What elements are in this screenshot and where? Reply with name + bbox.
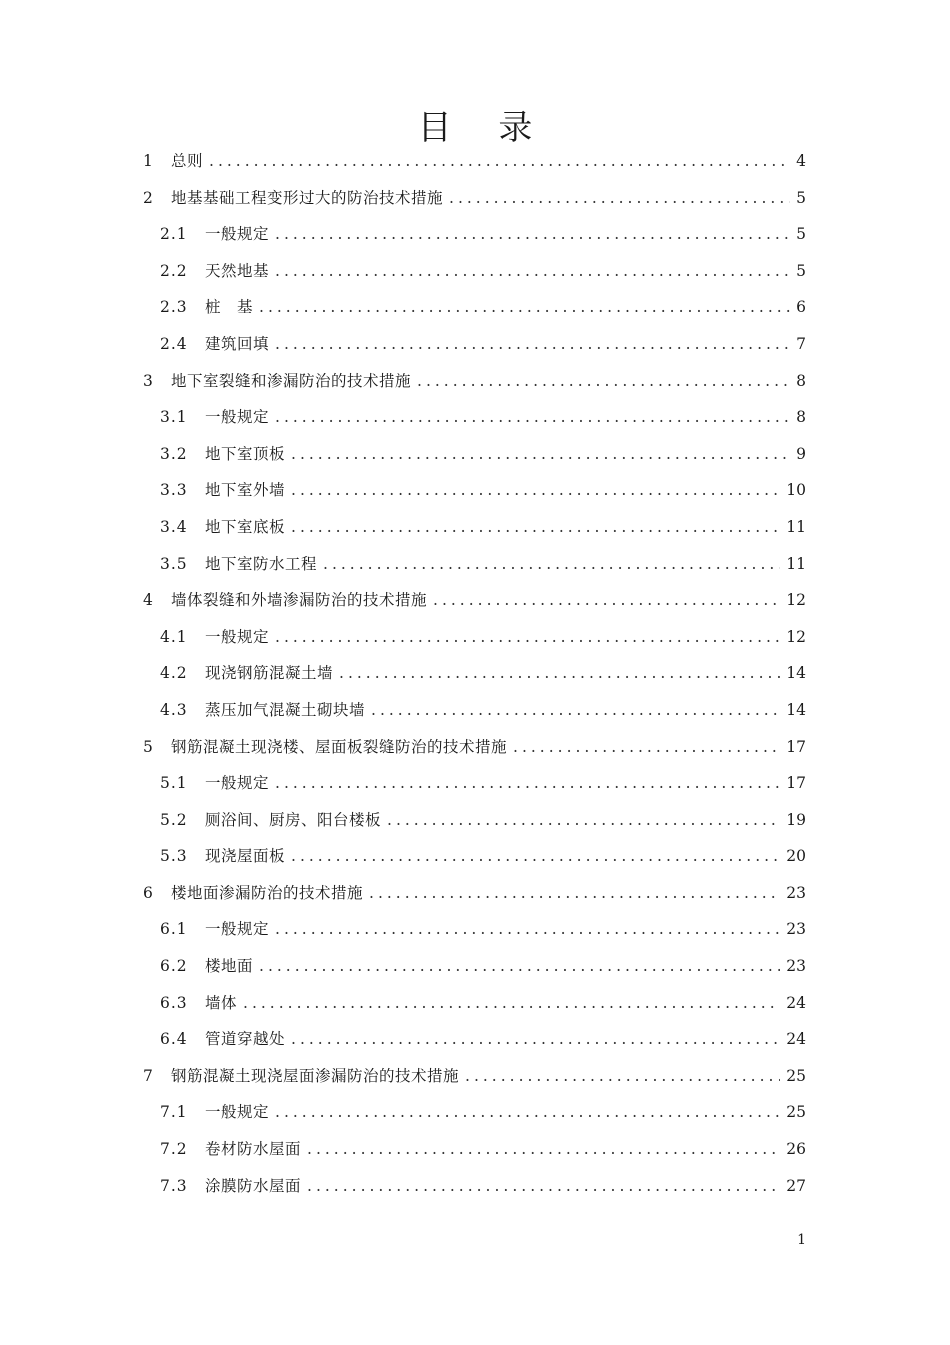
toc-entry-page: 23 xyxy=(786,920,806,939)
toc-entry-title: 地下室顶板 xyxy=(205,444,286,463)
toc-entry[interactable] xyxy=(143,363,806,400)
toc-entry-page: 12 xyxy=(786,591,806,610)
toc-leader-dots xyxy=(275,765,780,802)
toc-leader-dots xyxy=(291,472,780,509)
toc-leader-dots xyxy=(275,911,780,948)
toc-entry[interactable] xyxy=(143,655,806,692)
toc-entry[interactable] xyxy=(143,692,806,729)
toc-entry-title: 一般规定 xyxy=(205,1103,270,1122)
toc-entry[interactable] xyxy=(143,1131,806,1168)
toc-entry-page: 23 xyxy=(786,883,806,902)
toc-entry[interactable] xyxy=(143,765,806,802)
toc-entry-title: 楼地面渗漏防治的技术措施 xyxy=(171,883,364,902)
toc-leader-dots xyxy=(369,875,780,912)
toc-entry-title: 一般规定 xyxy=(205,774,270,793)
toc-entry[interactable] xyxy=(143,985,806,1022)
toc-entry-page: 10 xyxy=(786,481,806,500)
toc-entry-page: 8 xyxy=(796,408,806,427)
toc-entry[interactable] xyxy=(143,1168,806,1205)
toc-entry-number: 3 xyxy=(143,371,153,390)
toc-entry[interactable] xyxy=(143,582,806,619)
toc-leader-dots xyxy=(291,1021,780,1058)
toc-entry-page: 26 xyxy=(786,1140,806,1159)
toc-entry[interactable] xyxy=(143,289,806,326)
toc-entry-number: 5.2 xyxy=(160,810,188,829)
toc-entry-title: 钢筋混凝土现浇楼、屋面板裂缝防治的技术措施 xyxy=(171,737,508,756)
toc-entry-title: 管道穿越处 xyxy=(205,1030,286,1049)
toc-entry-page: 7 xyxy=(796,334,806,353)
toc-entry[interactable] xyxy=(143,948,806,985)
toc-entry-number: 7 xyxy=(143,1066,153,1085)
toc-leader-dots xyxy=(433,582,780,619)
toc-entry-title: 地下室防水工程 xyxy=(205,554,318,573)
toc-entry-page: 27 xyxy=(786,1176,806,1195)
toc-entry-title: 钢筋混凝土现浇屋面渗漏防治的技术措施 xyxy=(171,1066,460,1085)
toc-entry-number: 3.3 xyxy=(160,481,188,500)
toc-entry-number: 6.3 xyxy=(160,993,188,1012)
toc-leader-dots xyxy=(209,143,790,180)
toc-leader-dots xyxy=(465,1058,780,1095)
toc-leader-dots xyxy=(323,546,780,583)
toc-entry-page: 25 xyxy=(786,1066,806,1085)
toc-entry[interactable] xyxy=(143,729,806,766)
toc-entry-number: 2 xyxy=(143,188,153,207)
toc-entry-page: 14 xyxy=(786,700,806,719)
toc-entry-page: 5 xyxy=(796,188,806,207)
toc-entry-title: 卷材防水屋面 xyxy=(205,1140,302,1159)
toc-entry-title: 一般规定 xyxy=(205,627,270,646)
toc-entry-title: 地下室裂缝和渗漏防治的技术措施 xyxy=(171,371,412,390)
toc-entry-title: 地下室底板 xyxy=(205,517,286,536)
page-number: 1 xyxy=(797,1232,806,1248)
toc-entry[interactable] xyxy=(143,911,806,948)
toc-entry[interactable] xyxy=(143,472,806,509)
toc-entry-page: 5 xyxy=(796,225,806,244)
toc-entry-page: 20 xyxy=(786,847,806,866)
toc-entry-page: 5 xyxy=(796,261,806,280)
toc-entry-number: 4.2 xyxy=(160,664,188,683)
toc-entry-title: 厕浴间、厨房、阳台楼板 xyxy=(205,810,382,829)
toc-entry-page: 12 xyxy=(786,627,806,646)
toc-entry-page: 19 xyxy=(786,810,806,829)
toc-entry-page: 25 xyxy=(786,1103,806,1122)
toc-leader-dots xyxy=(291,436,790,473)
toc-list xyxy=(143,143,806,1204)
toc-entry-number: 6.1 xyxy=(160,920,188,939)
toc-leader-dots xyxy=(275,326,790,363)
toc-entry-title: 楼地面 xyxy=(205,957,254,976)
toc-entry-number: 5 xyxy=(143,737,153,756)
toc-leader-dots xyxy=(291,509,780,546)
toc-entry[interactable] xyxy=(143,1094,806,1131)
toc-entry-title: 桩 基 xyxy=(205,298,254,317)
toc-entry-number: 2.1 xyxy=(160,225,188,244)
toc-entry-page: 6 xyxy=(796,298,806,317)
toc-entry[interactable] xyxy=(143,838,806,875)
toc-entry-number: 3.5 xyxy=(160,554,188,573)
toc-entry-number: 6.4 xyxy=(160,1030,188,1049)
toc-leader-dots xyxy=(291,838,780,875)
toc-leader-dots xyxy=(417,363,790,400)
toc-entry-title: 地基基础工程变形过大的防治技术措施 xyxy=(171,188,444,207)
toc-entry-number: 1 xyxy=(143,152,153,170)
toc-entry-title: 墙体 xyxy=(205,993,238,1012)
toc-leader-dots xyxy=(387,802,780,839)
toc-entry-page: 23 xyxy=(786,957,806,976)
toc-entry-number: 3.4 xyxy=(160,517,188,536)
toc-entry[interactable] xyxy=(143,436,806,473)
toc-entry-page: 14 xyxy=(786,664,806,683)
toc-entry-number: 7.1 xyxy=(160,1103,188,1122)
toc-entry-page: 4 xyxy=(796,152,806,170)
toc-entry-number: 2.4 xyxy=(160,334,188,353)
toc-entry[interactable] xyxy=(143,399,806,436)
toc-entry-title: 一般规定 xyxy=(205,225,270,244)
toc-entry-number: 6 xyxy=(143,883,153,902)
toc-entry-title: 建筑回填 xyxy=(205,334,270,353)
toc-leader-dots xyxy=(449,180,790,217)
toc-entry-number: 7.2 xyxy=(160,1140,188,1159)
toc-entry-title: 一般规定 xyxy=(205,920,270,939)
toc-leader-dots xyxy=(259,289,790,326)
toc-leader-dots xyxy=(307,1168,780,1205)
toc-entry-number: 4 xyxy=(143,591,153,610)
toc-leader-dots xyxy=(243,985,780,1022)
toc-entry[interactable] xyxy=(143,180,806,217)
toc-entry-title: 涂膜防水屋面 xyxy=(205,1176,302,1195)
toc-entry-title: 墙体裂缝和外墙渗漏防治的技术措施 xyxy=(171,591,428,610)
toc-entry-number: 4.1 xyxy=(160,627,188,646)
toc-entry-number: 7.3 xyxy=(160,1176,188,1195)
toc-leader-dots xyxy=(339,655,780,692)
toc-entry-number: 4.3 xyxy=(160,700,188,719)
toc-entry-page: 17 xyxy=(786,737,806,756)
toc-entry-title: 现浇钢筋混凝土墙 xyxy=(205,664,334,683)
toc-entry-title: 总则 xyxy=(171,152,204,170)
toc-entry-number: 3.2 xyxy=(160,444,188,463)
toc-entry-title: 地下室外墙 xyxy=(205,481,286,500)
toc-entry-page: 11 xyxy=(786,554,806,573)
toc-leader-dots xyxy=(275,399,790,436)
toc-entry-page: 24 xyxy=(786,1030,806,1049)
toc-entry[interactable] xyxy=(143,1058,806,1095)
toc-entry-title: 天然地基 xyxy=(205,261,270,280)
toc-entry[interactable] xyxy=(143,216,806,253)
toc-entry-number: 2.3 xyxy=(160,298,188,317)
toc-entry-title: 现浇屋面板 xyxy=(205,847,286,866)
toc-leader-dots xyxy=(275,619,780,656)
toc-entry-page: 11 xyxy=(786,517,806,536)
toc-entry-title: 蒸压加气混凝土砌块墙 xyxy=(205,700,366,719)
toc-entry[interactable] xyxy=(143,253,806,290)
toc-entry-number: 5.1 xyxy=(160,774,188,793)
toc-entry[interactable] xyxy=(143,509,806,546)
toc-entry[interactable] xyxy=(143,875,806,912)
toc-leader-dots xyxy=(513,729,780,766)
toc-entry[interactable] xyxy=(143,546,806,583)
toc-entry[interactable] xyxy=(143,619,806,656)
toc-entry[interactable] xyxy=(143,802,806,839)
toc-title: 目 录 xyxy=(417,108,551,148)
toc-entry-number: 3.1 xyxy=(160,408,188,427)
toc-leader-dots xyxy=(371,692,780,729)
toc-leader-dots xyxy=(275,1094,780,1131)
toc-leader-dots xyxy=(275,216,790,253)
toc-entry-page: 17 xyxy=(786,774,806,793)
toc-entry-page: 8 xyxy=(796,371,806,390)
toc-entry-title: 一般规定 xyxy=(205,408,270,427)
toc-entry[interactable] xyxy=(143,1021,806,1058)
toc-leader-dots xyxy=(275,253,790,290)
toc-entry-number: 5.3 xyxy=(160,847,188,866)
toc-entry-page: 24 xyxy=(786,993,806,1012)
toc-leader-dots xyxy=(259,948,780,985)
toc-leader-dots xyxy=(307,1131,780,1168)
toc-entry-number: 2.2 xyxy=(160,261,188,280)
toc-entry[interactable] xyxy=(143,326,806,363)
toc-entry-number: 6.2 xyxy=(160,957,188,976)
toc-entry[interactable] xyxy=(143,143,806,180)
toc-entry-page: 9 xyxy=(796,444,806,463)
